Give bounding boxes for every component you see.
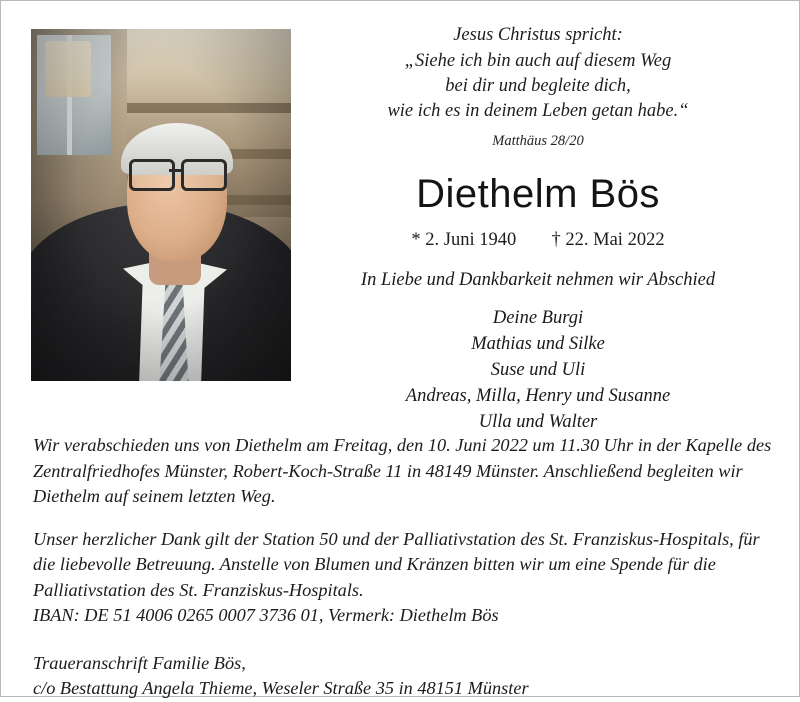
- mourner-item: Ulla und Walter: [478, 412, 598, 432]
- verse-line-4: wie ich es in deinem Leben getan habe.“: [387, 101, 689, 121]
- mourner-item: Mathias und Silke: [471, 334, 605, 354]
- thanks-and-donation-paragraph: Unser herzlicher Dank gilt der Station 50 und der Palliativstation des St. Franziskus-Hospitals, für die liebevolle Betreuung. Anstelle von Blumen und Kränzen bitten wir um eine Spende für die Palliativstation des St. Franziskus-Hospitals. IBAN: DE 51 4006 0265 0007 3736 01, Vermerk: Diethelm Bös: [33, 528, 760, 625]
- farewell-text: In Liebe und Dankbarkeit nehmen wir Abschied: [360, 270, 716, 290]
- mourners-list: [301, 305, 775, 435]
- funeral-details-paragraph: Wir verabschieden uns von Diethelm am Freitag, den 10. Juni 2022 um 11.30 Uhr in der Kapelle des Zentralfriedhofes Münster, Robert-Koch-Straße 11 in 48149 Münster. Anschließend begleiten wir Diethelm auf seinem letzten Weg.: [33, 435, 772, 506]
- life-dates: [301, 230, 775, 251]
- mourner-item: Suse und Uli: [490, 360, 586, 380]
- portrait-photo: [31, 29, 291, 381]
- mourner-item: Andreas, Milla, Henry und Susanne: [405, 386, 671, 406]
- top-section: [1, 1, 799, 432]
- condolence-address: Traueranschrift Familie Bös, c/o Bestattung Angela Thieme, Weseler Straße 35 in 48151 Münster: [33, 652, 529, 698]
- verse-line-2: „Siehe ich bin auch auf diesem Weg: [404, 51, 672, 71]
- mourner-item: Deine Burgi: [492, 308, 584, 328]
- photo-vignette: [31, 29, 291, 381]
- bible-verse: [301, 23, 775, 435]
- death-date: † 22. Mai 2022: [551, 230, 665, 250]
- verse-line-1: Jesus Christus spricht:: [453, 25, 623, 45]
- birth-date: * 2. Juni 1940: [411, 230, 517, 250]
- verse-source: Matthäus 28/20: [492, 133, 584, 149]
- verse-line-3: bei dir und begleite dich,: [445, 76, 631, 96]
- deceased-name: Diethelm Bös: [416, 172, 660, 216]
- lower-text-section: [33, 433, 775, 702]
